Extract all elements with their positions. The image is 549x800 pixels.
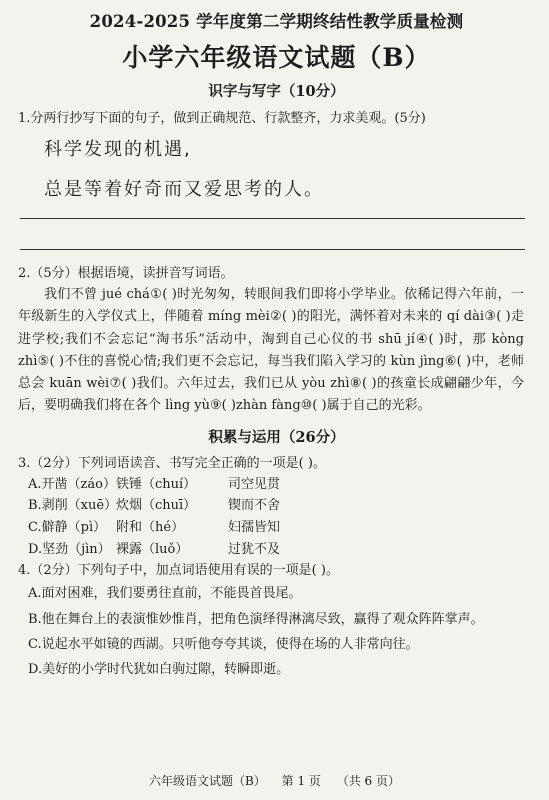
option-word: 炊烟（chuī） [116,498,197,514]
question-4-option-b: B.他在舞台上的表演惟妙惟肖，把角色演绎得淋漓尽致，赢得了观众阵阵掌声。 [28,611,484,627]
option-word: 妇孺皆知 [228,519,281,535]
option-word: 司空见贯 [228,476,281,492]
footer-course: 六年级语文试题（B） [148,774,266,788]
section-title-literacy: 识字与写字（10分） [208,83,345,100]
question-4-option-d: D.美好的小学时代犹如白驹过隙，转瞬即逝。 [28,662,290,678]
option-word: 过犹不及 [228,541,281,557]
copy-sentence-line-1: 科学发现的机遇, [44,139,192,160]
option-word: 锲而不舍 [228,498,281,514]
question-2-prompt: 2.（5分）根据语境，读拼音写词语。 [18,266,234,281]
option-word: B.剥削（xuē） [28,498,118,514]
footer-total-pages: （共 6 页） [336,774,400,788]
option-word: A.开凿（záo） [28,476,116,492]
writing-line-1[interactable] [20,218,525,219]
exam-title: 小学六年级语文试题（B） [122,43,431,72]
copy-sentence-line-2: 总是等着好奇而又爱思考的人。 [44,179,324,200]
question-4-option-c: C.说起水平如镜的西湖。只听他夸夸其谈，使得在场的人非常向往。 [28,636,419,652]
option-word: 铁锤（chuí） [116,476,197,492]
option-word: 裸露（luǒ） [116,541,189,557]
question-4-prompt: 4.（2分）下列句子中，加点词语使用有误的一项是( )。 [18,563,339,579]
option-word: D.坚劲（jìn） [28,541,111,557]
page-footer [0,772,549,789]
footer-page-number: 第 1 页 [281,774,321,788]
question-3-option-b [18,495,535,517]
question-2-paragraph: 我们不曾 jué chá①( )时光匆匆，转眼间我们即将小学毕业。依稀记得六年前，一年级新生的入学仪式上，伴随着 míng mèi②( )的阳光，满怀着对未来的 qí dài③( )走进学校;我们不会忘记“淘书乐”活动中，淘到自己心仪的书 shū jí④( )时，那 kòng zhì⑤( )不住的喜悦心情;我们更不会忘记，每当我们陷入学习的 kùn jìng⑥( )中，老师总会 kuān wèi⑦( )我们。六年过去，我们已从 yòu zhì⑧( )的孩童长成翩翩少年，今后，要明确我们将在各个 lìng yù⑨( )zhàn fàng⑩( )属于自己的光彩。 [18,287,524,414]
section-title-accumulation: 积累与运用（26分） [208,428,345,446]
question-3-option-c [18,517,535,539]
question-1-prompt: 1.分两行抄写下面的句子，做到正确规范、行款整齐，力求美观。(5分) [18,111,426,126]
option-word: 附和（hé） [116,519,185,535]
option-word: C.僻静（pì） [28,519,107,535]
question-3-option-a [18,474,535,496]
question-3-prompt: 3.（2分）下列词语读音、书写完全正确的一项是( )。 [18,455,326,471]
exam-header: 2024-2025 学年度第二学期终结性教学质量检测 [89,12,464,31]
question-3-option-d [18,539,535,561]
writing-line-2[interactable] [20,249,525,250]
question-4-option-a: A.面对困难，我们要勇往直前，不能畏首畏尾。 [28,586,302,602]
